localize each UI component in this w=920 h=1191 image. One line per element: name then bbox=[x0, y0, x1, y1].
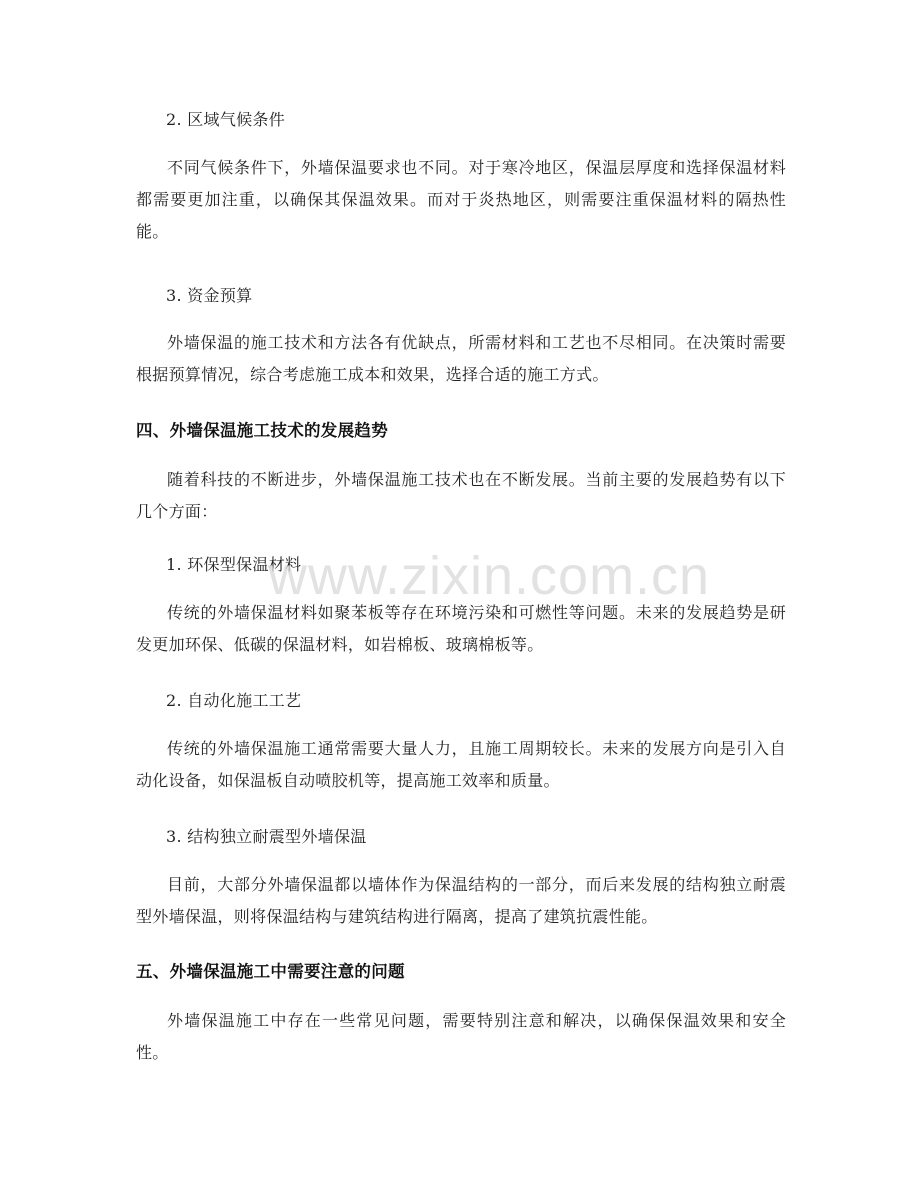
section-heading-trends: 四、外墙保温施工技术的发展趋势 bbox=[136, 421, 388, 440]
paragraph-eco-materials: 传统的外墙保温材料如聚苯板等存在环境污染和可燃性等问题。未来的发展趋势是研发更加环保、低碳的保温材料，如岩棉板、玻璃棉板等。 bbox=[136, 603, 786, 654]
subheading-budget: 3. 资金预算 bbox=[166, 286, 253, 305]
paragraph-automation: 传统的外墙保温施工通常需要大量人力，且施工周期较长。未来的发展方向是引入自动化设备，如保温板自动喷胶机等，提高施工效率和质量。 bbox=[136, 739, 786, 790]
paragraph-issues: 外墙保温施工中存在一些常见问题，需要特别注意和解决，以确保保温效果和安全性。 bbox=[136, 1011, 786, 1062]
subheading-seismic: 3. 结构独立耐震型外墙保温 bbox=[166, 827, 367, 846]
subheading-regional-climate: 2. 区域气候条件 bbox=[166, 110, 286, 129]
paragraph-budget: 外墙保温的施工技术和方法各有优缺点，所需材料和工艺也不尽相同。在决策时需要根据预算情况，综合考虑施工成本和效果，选择合适的施工方式。 bbox=[136, 333, 786, 384]
watermark-text: www.zixin.com.cn bbox=[268, 546, 711, 606]
paragraph-seismic: 目前，大部分外墙保温都以墙体作为保温结构的一部分，而后来发展的结构独立耐震型外墙保温，则将保温结构与建筑结构进行隔离，提高了建筑抗震性能。 bbox=[136, 875, 786, 926]
paragraph-trends-intro: 随着科技的不断进步，外墙保温施工技术也在不断发展。当前主要的发展趋势有以下几个方面： bbox=[136, 470, 786, 521]
subheading-eco-materials: 1. 环保型保温材料 bbox=[166, 555, 302, 574]
subheading-automation: 2. 自动化施工工艺 bbox=[166, 691, 302, 710]
section-heading-issues: 五、外墙保温施工中需要注意的问题 bbox=[136, 962, 405, 981]
paragraph-climate: 不同气候条件下，外墙保温要求也不同。对于寒冷地区，保温层厚度和选择保温材料都需要更加注重，以确保其保温效果。而对于炎热地区，则需要注重保温材料的隔热性能。 bbox=[136, 158, 786, 241]
